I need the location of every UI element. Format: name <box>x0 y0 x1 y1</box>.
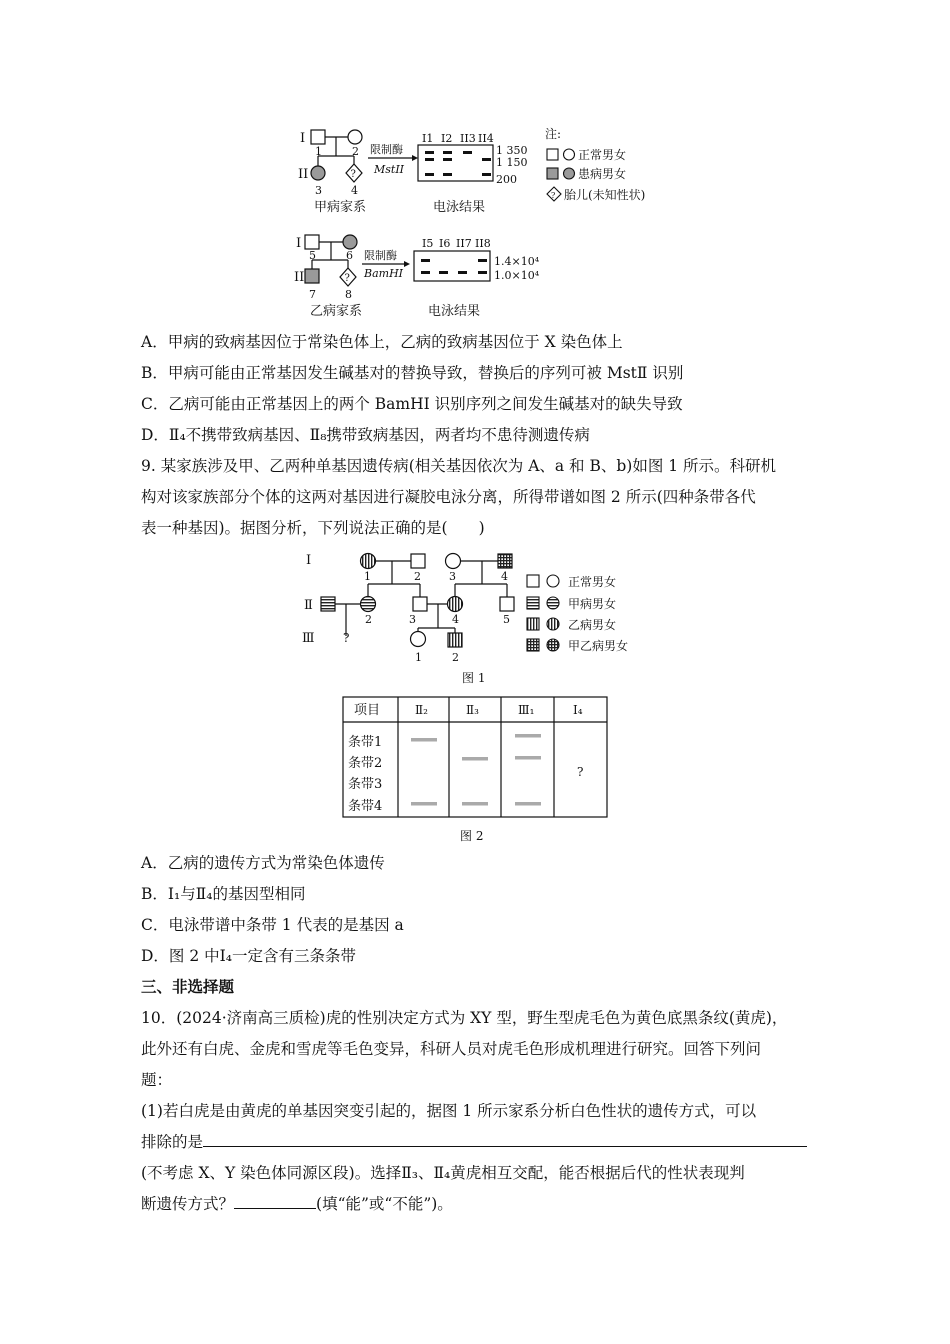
pedigree-I1-yi-female <box>361 554 376 569</box>
row-band-1: 条带1 <box>348 735 383 750</box>
q10-line-5-text: 排除的是 <box>141 1133 204 1151</box>
pedigree-num-5: 5 <box>309 249 316 262</box>
q10-line-6: (不考虑 X、Y 染色体同源区段)。选择Ⅱ₃、Ⅱ₄黄虎相互交配，能否根据后代的性状表现判 <box>141 1164 745 1182</box>
enzyme-label: 限制酶 <box>370 143 403 156</box>
band-size-1350: 1 350 <box>496 144 528 157</box>
gel-band <box>478 259 487 262</box>
q9-stem-line-1: 9. 某家族涉及甲、乙两种单基因遗传病(相关基因依次为 A、a 和 B、b)如图 1 所示。科研机 <box>141 457 777 475</box>
gel-lane-I6: I6 <box>439 237 451 250</box>
pedigree-II3-normal-male <box>413 597 427 611</box>
num-II3: 3 <box>409 613 416 626</box>
gel-band <box>439 271 448 274</box>
gel-band <box>421 259 430 262</box>
pedigree-num-3: 3 <box>315 184 322 197</box>
pedigree-II7-affected-male <box>305 269 319 283</box>
pedigree-I4-both-male <box>498 554 512 568</box>
answer-blank-1[interactable] <box>203 1132 807 1147</box>
num-I4: 4 <box>501 570 508 583</box>
gen-label-III: Ⅲ <box>302 631 315 646</box>
q9-figure-1-pedigree <box>296 548 666 688</box>
pedigree-II2-jia-female <box>361 597 376 612</box>
num-I2: 2 <box>414 570 421 583</box>
legend-normal-label: 正常男女 <box>568 575 617 589</box>
num-II2: 2 <box>365 613 372 626</box>
band-II2-4 <box>411 802 437 806</box>
q9-option-d: D．图 2 中Ⅰ₄一定含有三条条带 <box>141 947 356 965</box>
pedigree-III1-normal-female <box>411 632 426 647</box>
band-III1-4 <box>515 802 541 806</box>
gel-band <box>443 173 452 176</box>
legend-both-male <box>527 639 539 651</box>
q9-figure-2-band-table <box>340 694 612 846</box>
pedigree-unknown: ? <box>343 631 350 645</box>
fetus-mark: ? <box>344 273 350 284</box>
gel-lane-II8: II8 <box>475 237 491 250</box>
band-II3-4 <box>462 802 488 806</box>
jia-pedigree-gel-figure <box>290 122 670 222</box>
pedigree-num-4: 4 <box>351 184 358 197</box>
legend-yi-label: 乙病男女 <box>568 618 617 632</box>
gel-lane-II4: II4 <box>478 132 494 145</box>
gel-caption: 电泳结果 <box>433 200 486 215</box>
band-II2-1 <box>411 738 437 742</box>
legend-normal-female <box>547 575 559 587</box>
arrow-head <box>412 155 418 161</box>
gel-band <box>443 158 452 161</box>
gel-lane-II7: II7 <box>456 237 472 250</box>
band-III1-1 <box>515 734 541 738</box>
legend-normal-female <box>564 149 575 160</box>
pedigree-I1-male <box>311 130 325 144</box>
gel-band <box>458 271 467 274</box>
q8-option-c: C．乙病可能由正常基因上的两个 BamHⅠ 识别序列之间发生碱基对的缺失导致 <box>141 395 683 413</box>
legend-fetus-label: 胎儿(未知性状) <box>564 188 646 202</box>
figure-2-caption: 图 2 <box>460 829 484 843</box>
I4-unknown: ? <box>577 765 584 779</box>
band-size-2: 1.0×10⁴ <box>494 269 540 282</box>
legend-jia-female <box>547 597 559 609</box>
pedigree-I3-normal-female <box>446 554 461 569</box>
gen-label-I: I <box>300 131 306 146</box>
gel-band <box>478 271 487 274</box>
header-II2: Ⅱ₂ <box>415 703 428 717</box>
legend-affected-male <box>547 168 558 179</box>
gen-label-I: Ⅰ <box>306 553 312 568</box>
gel-lane-II3: II3 <box>460 132 476 145</box>
pedigree-num-6: 6 <box>346 249 353 262</box>
legend-both-label: 甲乙病男女 <box>568 639 629 653</box>
pedigree-III2-yi-male <box>448 633 462 647</box>
band-size-1: 1.4×10⁴ <box>494 255 540 268</box>
band-size-200: 200 <box>496 173 517 186</box>
header-III1: Ⅲ₁ <box>518 703 535 717</box>
q10-line-1: 10．(2024·济南高三质检)虎的性别决定方式为 XY 型，野生型虎毛色为黄色底黑条纹(黄虎)， <box>141 1009 788 1027</box>
num-III1: 1 <box>415 651 422 664</box>
fetus-mark: ? <box>350 169 356 180</box>
pedigree-I2-normal-male <box>411 554 425 568</box>
q10-line-3: 题： <box>141 1071 173 1089</box>
q10-line-7 <box>141 1193 831 1215</box>
gel-band <box>482 173 491 176</box>
legend-normal-male <box>547 149 558 160</box>
gel-box <box>414 251 490 281</box>
q8-option-a: A．甲病的致病基因位于常染色体上，乙病的致病基因位于 X 染色体上 <box>141 333 623 351</box>
enzyme-name: MstII <box>374 163 405 176</box>
legend-affected-label: 患病男女 <box>578 167 627 181</box>
pedigree-I5-male <box>305 235 319 249</box>
family-caption: 乙病家系 <box>310 304 363 319</box>
row-band-2: 条带2 <box>348 756 383 771</box>
pedigree-II3-affected-female <box>311 166 325 180</box>
legend-jia-male <box>527 597 539 609</box>
q8-option-d: D．Ⅱ₄不携带致病基因、Ⅱ₈携带致病基因，两者均不患待测遗传病 <box>141 426 590 444</box>
legend-both-female <box>547 639 559 651</box>
row-band-3: 条带3 <box>348 777 383 792</box>
arrow-head <box>404 261 410 267</box>
family-caption: 甲病家系 <box>314 200 367 215</box>
gen-label-I: I <box>296 236 302 251</box>
legend-normal-male <box>527 575 539 587</box>
row-band-4: 条带4 <box>348 799 383 814</box>
gel-caption: 电泳结果 <box>428 304 481 319</box>
q9-option-c: C．电泳带谱中条带 1 代表的是基因 a <box>141 916 404 934</box>
gen-label-II: II <box>298 167 309 182</box>
gen-label-II: II <box>294 270 305 285</box>
figure-1-caption: 图 1 <box>462 671 486 685</box>
q10-line-5 <box>141 1131 831 1153</box>
q8-option-b: B．甲病可能由正常基因发生碱基对的替换导致，替换后的序列可被 MstⅡ 识别 <box>141 364 684 382</box>
q9-option-a: A．乙病的遗传方式为常染色体遗传 <box>141 854 385 872</box>
header-I4: Ⅰ₄ <box>573 703 583 717</box>
enzyme-label: 限制酶 <box>364 249 397 262</box>
legend-fetus-mark: ? <box>551 191 556 200</box>
num-I3: 3 <box>449 570 456 583</box>
gel-band <box>482 158 491 161</box>
gel-band <box>425 151 434 154</box>
q10-line-7-tail: (填“能”或“不能”)。 <box>316 1195 453 1213</box>
band-III1-2 <box>515 756 541 760</box>
legend-yi-female <box>547 618 559 630</box>
gel-lane-I1: I1 <box>422 132 434 145</box>
pedigree-num-1: 1 <box>315 145 322 158</box>
legend-normal-label: 正常男女 <box>578 148 627 162</box>
header-II3: Ⅱ₃ <box>466 703 479 717</box>
band-II3-2 <box>462 757 488 761</box>
enzyme-name: BamHI <box>364 267 404 280</box>
q9-stem-line-2: 构对该家族部分个体的这两对基因进行凝胶电泳分离，所得带谱如图 2 所示(四种条带各代 <box>141 488 756 506</box>
pedigree-I6-affected-female <box>343 235 357 249</box>
pedigree-II1-jia-male <box>321 597 335 611</box>
gel-lane-I5: I5 <box>422 237 434 250</box>
gel-band <box>463 151 472 154</box>
q10-line-7-text: 断遗传方式？ <box>141 1195 235 1213</box>
legend-affected-female <box>564 168 575 179</box>
legend-yi-male <box>527 618 539 630</box>
num-III2: 2 <box>452 651 459 664</box>
q10-line-2: 此外还有白虎、金虎和雪虎等毛色变异，科研人员对虎毛色形成机理进行研究。回答下列问 <box>141 1040 762 1058</box>
q10-line-4: (1)若白虎是由黄虎的单基因突变引起的，据图 1 所示家系分析白色性状的遗传方式，可以 <box>141 1102 757 1120</box>
pedigree-II4-yi-female <box>448 597 463 612</box>
num-II5: 5 <box>503 613 510 626</box>
band-size-1150: 1 150 <box>496 156 528 169</box>
legend-title: 注: <box>545 127 562 141</box>
num-I1: 1 <box>364 570 371 583</box>
gel-band <box>421 271 430 274</box>
gel-band <box>425 173 434 176</box>
pedigree-I2-female <box>348 130 362 144</box>
section-3-title: 三、非选择题 <box>141 977 235 996</box>
gel-lane-I2: I2 <box>441 132 453 145</box>
gel-band <box>425 158 434 161</box>
q9-stem-line-3: 表一种基因)。据图分析，下列说法正确的是( ) <box>141 519 485 537</box>
gel-band <box>443 151 452 154</box>
q9-option-b: B．Ⅰ₁与Ⅱ₄的基因型相同 <box>141 885 306 903</box>
pedigree-num-2: 2 <box>352 145 359 158</box>
yi-pedigree-gel-figure <box>290 228 560 320</box>
answer-blank-2[interactable] <box>234 1194 316 1209</box>
header-item: 项目 <box>354 703 381 718</box>
gen-label-II: Ⅱ <box>304 598 313 613</box>
pedigree-II5-normal-male <box>500 597 514 611</box>
num-II4: 4 <box>452 613 459 626</box>
pedigree-num-8: 8 <box>345 288 352 301</box>
pedigree-num-7: 7 <box>309 288 316 301</box>
legend-jia-label: 甲病男女 <box>568 597 617 611</box>
